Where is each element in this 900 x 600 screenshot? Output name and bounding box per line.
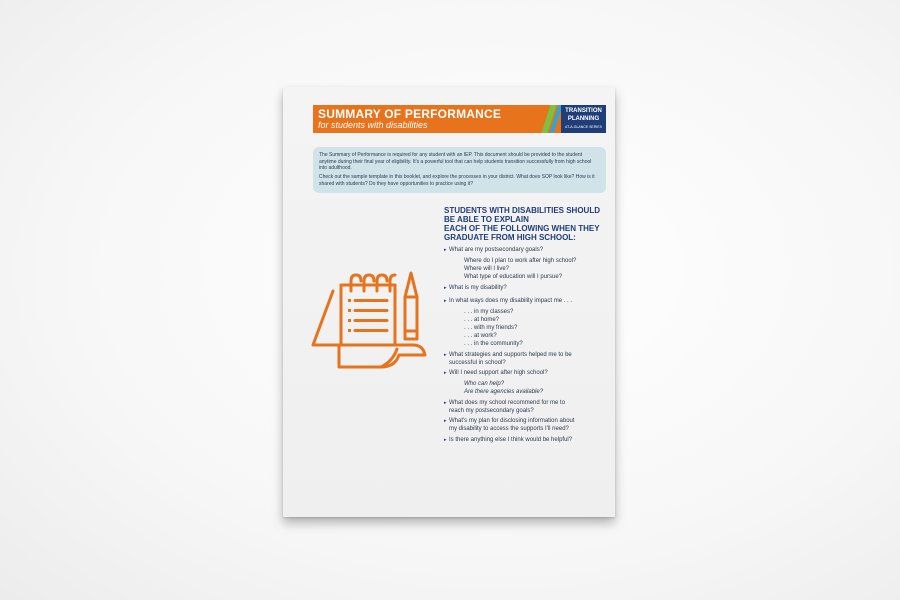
question-item [444,399,614,415]
heading-line-1: STUDENTS WITH DISABILITIES SHOULD [444,206,600,215]
bullet-arrow-icon: ▸ [444,436,447,443]
series-badge [561,105,606,133]
heading-line-3: EACH OF THE FOLLOWING WHEN THEY [444,224,600,233]
bullet-arrow-icon: ▸ [444,351,447,358]
document-page [283,87,615,517]
bullet-arrow-icon: ▸ [444,247,447,253]
page-title: SUMMARY OF PERFORMANCE [318,107,502,121]
question-text: What strategies and supports helped me to be [449,351,572,358]
question-item [444,284,614,292]
sub-question: . . . with my friends? [464,324,518,331]
question-item [444,297,614,305]
sub-question: . . . at work? [464,332,497,339]
question-item [444,246,614,254]
badge-line-1: TRANSITION [565,108,602,114]
question-text-cont: reach my postsecondary goals? [449,407,534,414]
badge-line-2: PLANNING [567,116,600,122]
sub-question: . . . at home? [464,316,500,323]
sub-question: Are there agencies available? [464,388,544,395]
heading-line-4: GRADUATE FROM HIGH SCHOOL: [444,233,576,242]
title-banner [313,105,606,133]
question-item [444,436,614,444]
question-item [444,417,614,433]
question-text: Will I need support after high school? [449,370,548,376]
intro-paragraph-2: Check out the sample template in this booklet, and explore the processes in your district. What does SOP look like? How is it shared with students? Do they have opportunities to practice using it? [319,174,595,187]
sub-question: Where will I live? [464,265,510,272]
sub-question: What type of education will I pursue? [464,273,563,280]
bullet-arrow-icon: ▸ [444,399,447,406]
intro-paragraph-1: The Summary of Performance is required for any student with an IEP. This document should be provided to the student anytime during their final year of eligibility. It's a powerful tool that can help students transition successfully from high school into adulthood. [319,152,592,171]
badge-line-3: AT-A-GLANCE SERIES [565,125,602,129]
question-item [444,351,614,367]
question-item [444,369,614,377]
bullet-arrow-icon: ▸ [444,370,447,376]
sub-question: . . . in the community? [464,340,523,347]
sub-question: Where do I plan to work after high school? [464,257,577,264]
question-list [444,246,614,446]
question-text: What are my postsecondary goals? [449,247,544,253]
question-text: What does my school recommend for me to [449,399,566,406]
question-text: What is my disability? [449,284,507,291]
bullet-arrow-icon: ▸ [444,298,447,304]
section-heading [444,206,612,242]
question-text: In what ways does my disability impact me . . . [449,298,573,304]
intro-box [313,147,606,193]
question-text: What's my plan for disclosing information about [449,418,575,424]
heading-line-2: BE ABLE TO EXPLAIN [444,215,529,224]
sub-question: . . . in my classes? [464,308,514,315]
bullet-arrow-icon: ▸ [444,284,447,291]
question-text-cont: my disability to access the supports I'll need? [449,426,569,432]
page-subtitle: for students with disabilities [318,120,428,130]
question-text-cont: successful in school? [449,359,506,366]
question-text: Is there anything else I think would be helpful? [449,436,573,443]
notepad-pencil-icon [311,269,433,381]
sub-question: Who can help? [464,380,505,387]
bullet-arrow-icon: ▸ [444,418,447,424]
